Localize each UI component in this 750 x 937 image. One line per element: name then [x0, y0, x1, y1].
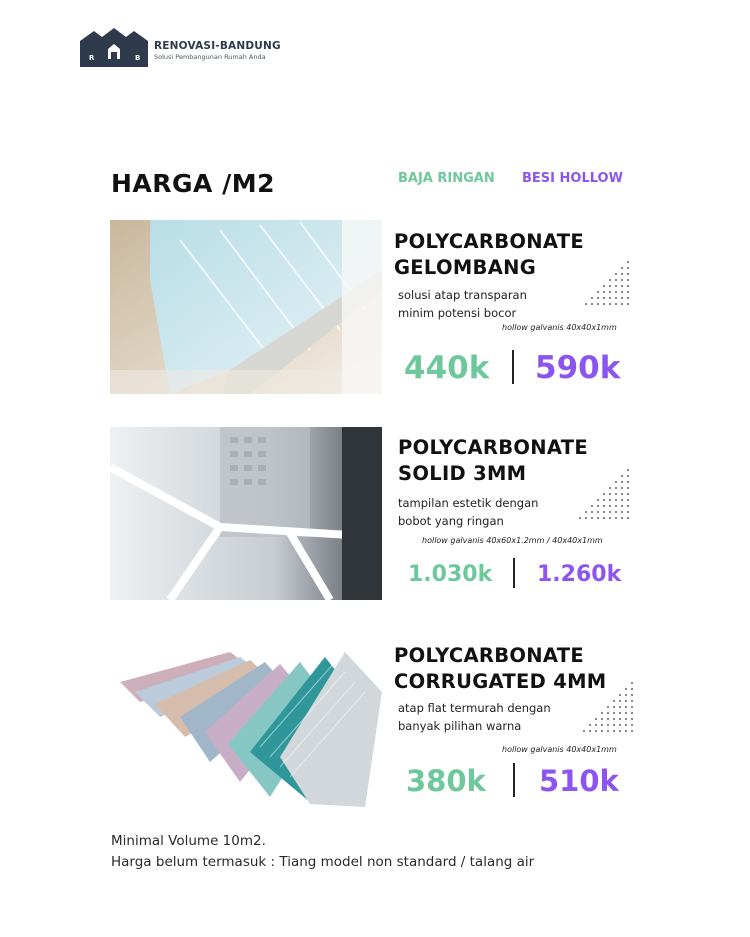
legend-besi-hollow: BESI HOLLOW: [522, 171, 623, 186]
price-baja-corrugated: 380k: [406, 764, 486, 798]
product-frame-corrugated: hollow galvanis 40x40x1mm: [502, 745, 617, 754]
product-image-gelombang: [110, 220, 382, 394]
product-name-gelombang: [394, 229, 584, 281]
product-name-line2: CORRUGATED 4MM: [394, 670, 607, 693]
legend-baja-ringan: BAJA RINGAN: [398, 171, 495, 186]
product-desc-solid: [398, 494, 538, 530]
product-image-corrugated: [110, 632, 382, 807]
product-frame-solid: hollow galvanis 40x60x1.2mm / 40x40x1mm: [422, 536, 603, 545]
product-name-line2: SOLID 3MM: [398, 462, 527, 485]
price-besi-gelombang: 590k: [535, 350, 621, 386]
note-price-exclusions: Harga belum termasuk : Tiang model non standard / talang air: [111, 854, 535, 870]
product-name-line1: POLYCARBONATE: [394, 230, 584, 253]
dot-pattern-decoration: [570, 466, 635, 526]
logo-letter-r: R: [89, 54, 95, 62]
product-desc-line2: bobot yang ringan: [398, 514, 504, 528]
product-desc-line1: atap flat termurah dengan: [398, 701, 551, 715]
logo-letter-b: B: [135, 54, 141, 62]
product-desc-gelombang: [398, 286, 527, 322]
dot-pattern-decoration: [574, 679, 639, 739]
price-besi-solid: 1.260k: [537, 562, 622, 587]
price-divider: [513, 558, 515, 588]
dot-pattern-decoration: [570, 258, 635, 318]
product-name-line2: GELOMBANG: [394, 256, 537, 279]
brand-name: RENOVASI-BANDUNG: [154, 40, 281, 52]
page-title: HARGA /M2: [111, 169, 275, 198]
product-name-solid: [398, 435, 588, 487]
note-minimum-volume: Minimal Volume 10m2.: [111, 833, 266, 849]
price-baja-gelombang: 440k: [404, 350, 490, 386]
product-image-solid: [110, 427, 382, 600]
product-desc-line2: minim potensi bocor: [398, 306, 517, 320]
price-besi-corrugated: 510k: [539, 764, 619, 798]
product-frame-gelombang: hollow galvanis 40x40x1mm: [502, 323, 617, 332]
product-name-line1: POLYCARBONATE: [398, 436, 588, 459]
price-divider: [513, 763, 515, 797]
product-desc-line1: solusi atap transparan: [398, 288, 527, 302]
product-desc-line1: tampilan estetik dengan: [398, 496, 539, 510]
brand-tagline: Solusi Pembangunan Rumah Anda: [154, 53, 266, 61]
product-desc-line2: banyak pilihan warna: [398, 719, 522, 733]
product-name-line1: POLYCARBONATE: [394, 644, 584, 667]
price-baja-solid: 1.030k: [408, 562, 493, 587]
brand-logo[interactable]: [80, 27, 320, 69]
product-desc-corrugated: [398, 699, 551, 735]
price-divider: [512, 350, 514, 384]
